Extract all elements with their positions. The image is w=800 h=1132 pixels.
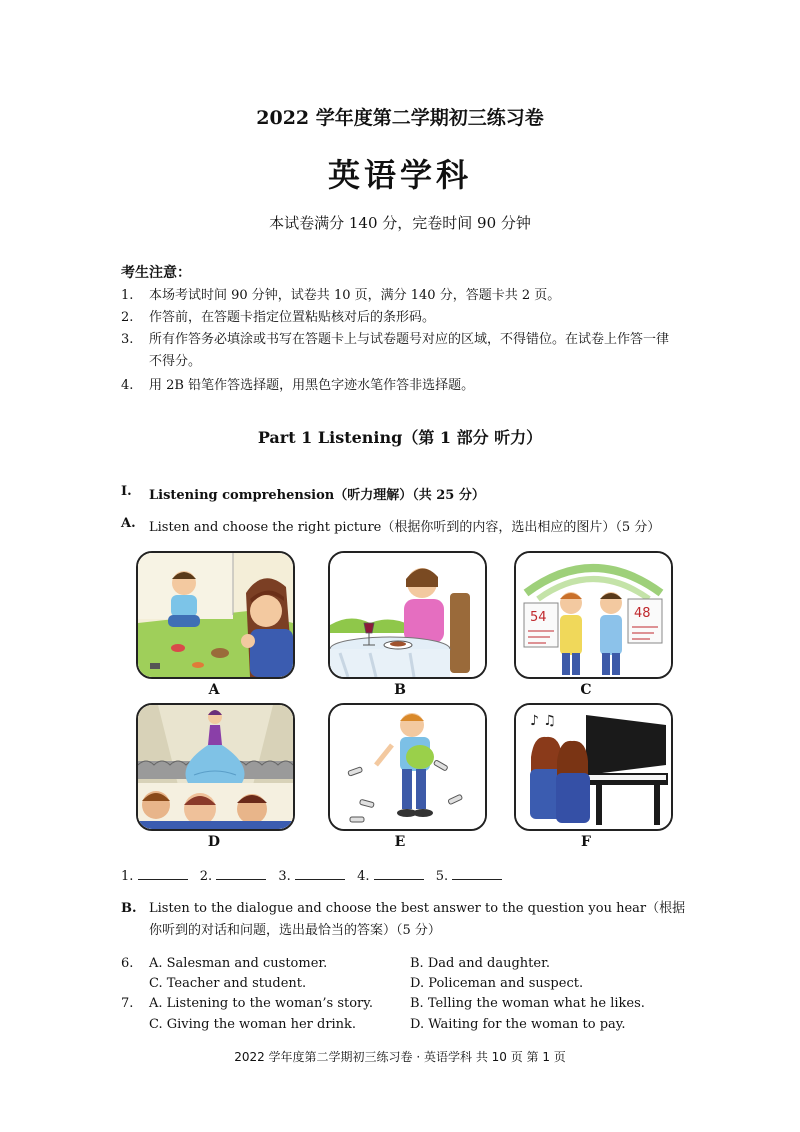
answer-blank[interactable] (216, 867, 266, 880)
answer-blank[interactable] (374, 867, 424, 880)
question-number: 7. (121, 996, 134, 1011)
messy-room-illustration (138, 553, 293, 677)
picture-label-e: E (394, 834, 406, 850)
notice-item-text: 用 2B 铅笔作答选择题，用黑色字迹水笔作答非选择题。 (149, 378, 475, 393)
subject-title: 英语学科 (327, 156, 472, 194)
picture-d (136, 703, 295, 831)
subsection-a-text: Listen and choose the right picture（根据你听到的内容，选出相应的图片）（5 分） (149, 520, 661, 535)
exam-title: 2022 学年度第二学期初三练习卷 (256, 107, 544, 129)
answer-blank[interactable] (295, 867, 345, 880)
picture-f (514, 703, 673, 831)
section-num: I. (121, 484, 132, 499)
option-d[interactable]: D. Waiting for the woman to pay. (410, 1017, 626, 1032)
option-c[interactable]: C. Teacher and student. (149, 976, 307, 991)
subsection-b-text: Listen to the dialogue and choose the best answer to the question you hear（根据你听到的对话和问题，选出最恰当的答案）（5 分） (149, 901, 686, 938)
left-paper-score: 54 (530, 610, 547, 625)
option-b[interactable]: B. Telling the woman what he likes. (410, 996, 645, 1011)
notice-item-num: 4. (121, 378, 134, 393)
notice-item-text: 所有作答务必填涂或书写在答题卡上与试卷题号对应的区域，不得错位。在试卷上作答一律不得分。 (149, 332, 670, 369)
blank-number: 4. (357, 869, 370, 884)
notice-item-num: 2. (121, 310, 134, 325)
picture-b (328, 551, 487, 679)
exam-subtitle: 本试卷满分 140 分，完卷时间 90 分钟 (269, 214, 531, 232)
picture-label-d: D (207, 834, 221, 850)
picture-a (136, 551, 295, 679)
option-a[interactable]: A. Salesman and customer. (149, 956, 328, 971)
test-papers-illustration (516, 553, 671, 677)
picture-label-a: A (208, 682, 220, 698)
dining-woman-illustration (330, 553, 485, 677)
stage-singer-illustration (138, 705, 293, 829)
svg-text:♪ ♫: ♪ ♫ (530, 713, 556, 729)
notice-item-num: 1. (121, 288, 134, 303)
notice-item-text: 作答前，在答题卡指定位置粘贴核对后的条形码。 (149, 310, 436, 325)
notice-item-num: 3. (121, 332, 134, 347)
question-number: 6. (121, 956, 134, 971)
part-title: Part 1 Listening（第 1 部分 听力） (257, 428, 543, 447)
blank-number: 1. (121, 869, 134, 884)
picture-label-c: C (580, 682, 592, 698)
answer-blank[interactable] (452, 867, 502, 880)
picture-e (328, 703, 487, 831)
picture-label-f: F (581, 834, 591, 850)
subsection-b-letter: B. (121, 901, 137, 916)
option-a[interactable]: A. Listening to the woman’s story. (149, 996, 374, 1011)
answer-blanks (121, 867, 510, 884)
option-c[interactable]: C. Giving the woman her drink. (149, 1017, 357, 1032)
page-footer: 2022 学年度第二学期初三练习卷 · 英语学科 共 10 页 第 1 页 (234, 1050, 566, 1064)
subsection-a-letter: A. (121, 516, 136, 531)
notice-item-text: 本场考试时间 90 分钟，试卷共 10 页，满分 140 分，答题卡共 2 页。 (149, 288, 561, 303)
littering-boy-illustration (330, 705, 485, 829)
picture-label-b: B (394, 682, 406, 698)
option-b[interactable]: B. Dad and daughter. (410, 956, 550, 971)
option-d[interactable]: D. Policeman and suspect. (410, 976, 584, 991)
picture-c (514, 551, 673, 679)
piano-girls-illustration (516, 705, 671, 829)
blank-number: 5. (435, 869, 449, 884)
right-paper-score: 48 (634, 606, 651, 621)
section-title: Listening comprehension（听力理解）（共 25 分） (149, 488, 485, 503)
answer-blank[interactable] (138, 867, 188, 880)
blank-number: 3. (278, 869, 291, 884)
notice-heading: 考生注意： (121, 265, 191, 281)
blank-number: 2. (199, 869, 213, 884)
